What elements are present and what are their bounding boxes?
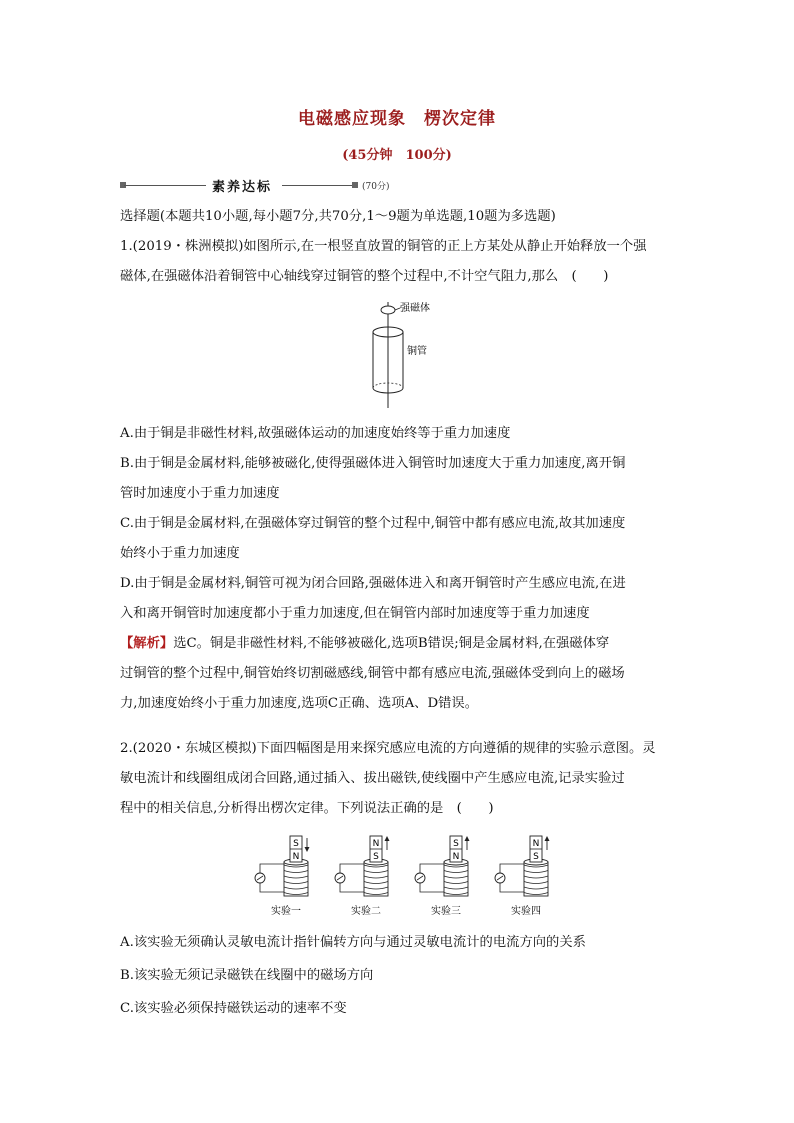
bar-magnet-icon [530,836,542,862]
magnet-pole-top: S [453,839,459,849]
experiment-3 [415,836,470,917]
question-1-options [120,419,680,719]
analysis-tag: 【解析】 [120,636,174,651]
tube-label: 铜管 [407,346,427,357]
arrow-up-icon [385,836,390,850]
experiment-2 [335,836,390,917]
magnet-pole-top: N [532,839,540,849]
q1-option-c-line-1: C.由于铜是金属材料,在强磁体穿过铜管的整个过程中,铜管中都有感应电流,故其加速度 [120,516,626,531]
q1-option-c-line-2: 始终小于重力加速度 [120,546,240,561]
question-2-block [120,734,680,824]
coil-icon [444,859,468,896]
coil-icon [284,859,308,896]
q1-analysis-line-2: 过铜管的整个过程中,铜管始终切割磁感线,铜管中都有感应电流,强磁体受到向上的磁场 [120,666,625,681]
section-bar-right-marker [352,182,358,188]
magnet-label: 强磁体 [400,303,430,314]
section-bar-right-line [282,185,352,186]
page-title: 电磁感应现象 楞次定律 [298,109,496,129]
bar-magnet-icon [290,836,302,862]
q1-option-d-line-1: D.由于铜是金属材料,铜管可视为闭合回路,强磁体进入和离开铜管时产生感应电流,在进 [120,576,626,591]
q1-analysis-line-3: 力,加速度始终小于重力加速度,选项C正确、选项A、D错误。 [120,696,479,711]
q2-option-c: C.该实验必须保持磁铁运动的速率不变 [120,1001,347,1016]
q1-figure-copper-tube [360,298,470,410]
section-label: 素养达标 [212,180,273,195]
q1-analysis-text-1: 选C。铜是非磁性材料,不能够被磁化,选项B错误;铜是金属材料,在强磁体穿 [173,636,610,651]
experiment-4 [495,836,550,917]
magnet-pole-bottom: N [292,852,300,862]
q1-option-a: A.由于铜是非磁性材料,故强磁体运动的加速度始终等于重力加速度 [120,426,511,441]
page-subtitle: (45分钟 100分) [342,148,452,163]
experiment-label: 实验四 [511,906,541,917]
magnet-pole-bottom: N [452,852,460,862]
q2-stem-line-2: 敏电流计和线圈组成闭合回路,通过插入、拔出磁铁,使线圈中产生感应电流,记录实验过 [120,771,625,786]
magnet-pole-bottom: S [373,852,379,862]
question-2-options [120,928,680,1024]
bar-magnet-icon [450,836,462,862]
section-bar-left-line [124,185,206,186]
q2-stem-line-3: 程中的相关信息,分析得出楞次定律。下列说法正确的是 ( ) [120,801,494,816]
magnet-pole-top: N [372,839,380,849]
arrow-up-icon [465,836,470,850]
experiment-label: 实验三 [431,906,461,917]
q1-stem-line-1: 1.(2019・株洲模拟)如图所示,在一根竖直放置的铜管的正上方某处从静止开始释放一个强 [120,239,647,254]
q2-figure-experiments [240,834,560,918]
q2-stem-line-1: 2.(2020・东城区模拟)下面四幅图是用来探究感应电流的方向遵循的规律的实验示意图。灵 [120,741,656,756]
coil-icon [524,859,548,896]
coil-icon [364,859,388,896]
q1-option-b-line-1: B.由于铜是金属材料,能够被磁化,使得强磁体进入铜管时加速度大于重力加速度,离开铜 [120,456,626,471]
experiment-label: 实验一 [271,906,301,917]
bar-magnet-icon [370,836,382,862]
q1-stem-line-2: 磁体,在强磁体沿着铜管中心轴线穿过铜管的整个过程中,不计空气阻力,那么 ( ) [120,269,609,284]
q2-option-b: B.该实验无须记录磁铁在线圈中的磁场方向 [120,968,374,983]
q2-option-a: A.该实验无须确认灵敏电流计指针偏转方向与通过灵敏电流计的电流方向的关系 [120,935,586,950]
instructions: 选择题(本题共10小题,每小题7分,共70分,1～9题为单选题,10题为多选题) [120,209,556,224]
arrow-up-icon [545,836,550,850]
q1-option-b-line-2: 管时加速度小于重力加速度 [120,486,280,501]
magnet-pole-top: S [293,839,299,849]
q1-option-d-line-2: 入和离开铜管时加速度都小于重力加速度,但在铜管内部时加速度等于重力加速度 [120,606,590,621]
section-header [120,176,420,194]
section-points: (70分) [362,182,390,192]
arrow-down-icon [305,838,310,852]
q1-analysis-line-1 [120,629,680,659]
experiment-label: 实验二 [351,906,381,917]
magnet-icon [381,306,395,314]
experiment-1 [255,836,310,917]
magnet-pole-bottom: S [533,852,539,862]
question-1-block [120,202,680,292]
